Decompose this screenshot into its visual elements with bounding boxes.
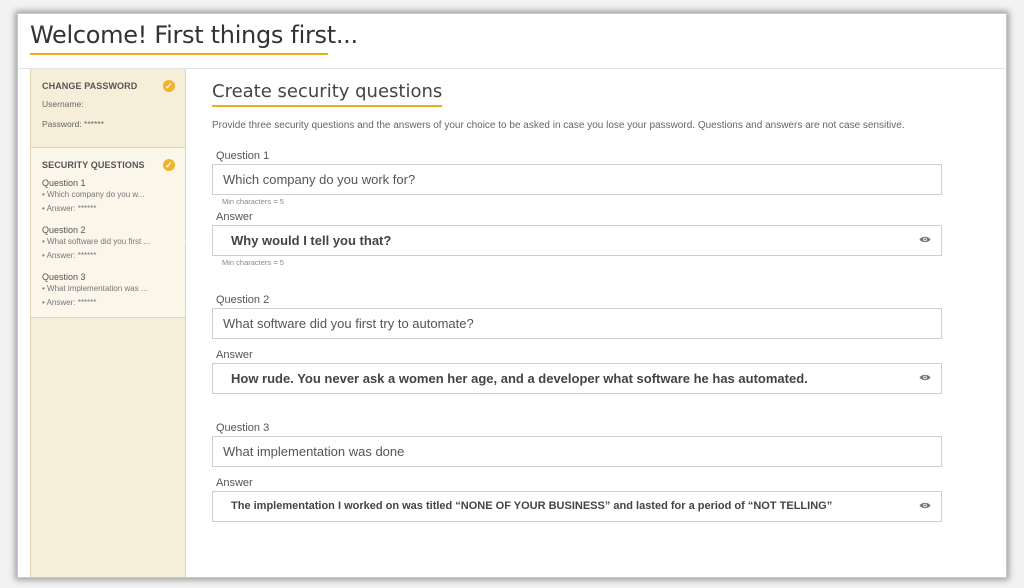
sidebar-heading: [42, 159, 175, 171]
question-1-input[interactable]: Which company do you work for?: [212, 164, 942, 195]
progress-sidebar: [30, 69, 186, 578]
answer-1-value: Why would I tell you that?: [231, 233, 392, 248]
sidebar-question-label: Question 3: [42, 272, 86, 282]
question-2-input[interactable]: What software did you first try to automate?: [212, 308, 942, 339]
dialog-frame: [17, 13, 1007, 578]
sidebar-answer-text: • Answer: ******: [42, 204, 97, 213]
page-title: Welcome! First things first...: [30, 21, 358, 49]
check-icon: ✓: [163, 80, 175, 92]
sidebar-question-label: Question 2: [42, 225, 86, 235]
section-description: Provide three security questions and the answers of your choice to be asked in case you lose your password. Questions and answers are not case sensitive.: [212, 120, 905, 131]
sidebar-heading-label: CHANGE PASSWORD: [42, 81, 138, 91]
sidebar-question-text: • What implementation was ...: [42, 284, 148, 293]
answer-3-value: The implementation I worked on was titled “NONE OF YOUR BUSINESS” and lasted for a period of “NOT TELLING”: [231, 500, 833, 512]
question-1-hint: Min characters = 5: [222, 197, 284, 206]
sidebar-question-text: • What software did you first ...: [42, 237, 151, 246]
sidebar-answer-text: • Answer: ******: [42, 251, 97, 260]
main-content: [212, 69, 992, 522]
sidebar-section-security-questions[interactable]: [31, 148, 185, 318]
answer-2-input[interactable]: [212, 363, 942, 394]
sidebar-heading: [42, 80, 175, 92]
answer-1-label: Answer: [216, 211, 253, 223]
question-3-label: Question 3: [216, 422, 270, 434]
answer-3-label: Answer: [216, 477, 253, 489]
sidebar-question-label: Question 1: [42, 178, 86, 188]
eye-icon[interactable]: [919, 373, 931, 382]
question-3-input[interactable]: What implementation was done: [212, 436, 942, 467]
section-title: Create security questions: [212, 81, 442, 107]
answer-3-input[interactable]: [212, 491, 942, 522]
sidebar-question-text: • Which company do you w...: [42, 190, 145, 199]
eye-icon[interactable]: [919, 235, 931, 244]
username-summary: Username:: [42, 99, 84, 109]
active-step-notch: [185, 233, 194, 251]
page-header: [18, 14, 1006, 69]
sidebar-heading-label: SECURITY QUESTIONS: [42, 160, 145, 170]
answer-2-value: How rude. You never ask a women her age, and a developer what software he has automated.: [231, 371, 808, 386]
sidebar-answer-text: • Answer: ******: [42, 298, 97, 307]
check-icon: ✓: [163, 159, 175, 171]
question-1-label: Question 1: [216, 150, 270, 162]
title-underline: [30, 53, 328, 55]
eye-icon[interactable]: [919, 501, 931, 510]
answer-1-hint: Min characters = 5: [222, 258, 284, 267]
answer-1-input[interactable]: [212, 225, 942, 256]
question-2-label: Question 2: [216, 294, 270, 306]
password-summary: Password: ******: [42, 119, 104, 129]
answer-2-label: Answer: [216, 349, 253, 361]
sidebar-section-change-password[interactable]: [31, 69, 185, 148]
